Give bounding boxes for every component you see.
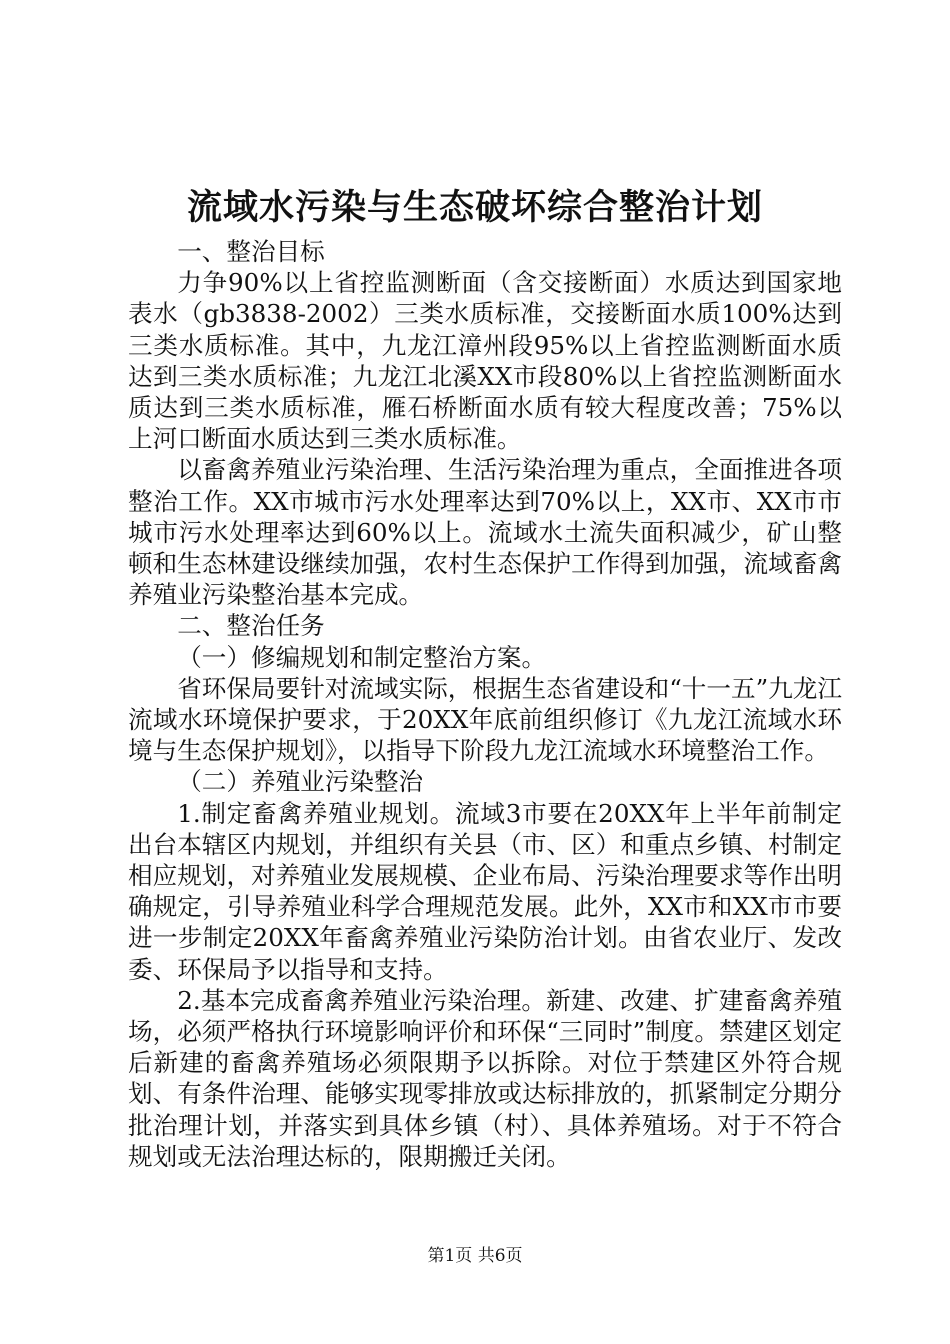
page-number: 第1页 共6页 <box>427 1246 523 1266</box>
document-body <box>128 236 842 1172</box>
subsection-heading-farming: （二）养殖业污染整治 <box>177 767 424 797</box>
paragraph-farming-treatment: 2.基本完成畜禽养殖业污染治理。新建、改建、扩建畜禽养殖场，必须严格执行环境影响评价和环保“三同时”制度。禁建区划定后新建的畜禽养殖场必须限期予以拆除。对位于禁建区外符合规划、有条件治理、能够实现零排放或达标排放的，抓紧制定分期分批治理计划，并落实到具体乡镇（村）、具体养殖场。对于不符合规划或无法治理达标的，限期搬迁关闭。 <box>128 985 842 1171</box>
document-title: 流域水污染与生态破坏综合整治计划 <box>186 187 763 228</box>
paragraph-pollution-control-goal: 以畜禽养殖业污染治理、生活污染治理为重点，全面推进各项整治工作。XX市城市污水处理率达到70%以上，XX市、XX市市城市污水处理率达到60%以上。流域水土流失面积减少，矿山整顿和生态林建设继续加强，农村生态保护工作得到加强，流域畜禽养殖业污染整治基本完成。 <box>128 455 842 610</box>
subsection-heading-planning: （一）修编规划和制定整治方案。 <box>177 642 547 672</box>
paragraph-planning: 省环保局要针对流域实际，根据生态省建设和“十一五”九龙江流域水环境保护要求，于20XX年底前组织修订《九龙江流域水环境与生态保护规划》，以指导下阶段九龙江流域水环境整治工作。 <box>128 673 842 766</box>
section-heading-goals: 一、整治目标 <box>177 237 325 266</box>
paragraph-water-quality-goal: 力争90%以上省控监测断面（含交接断面）水质达到国家地表水（gb3838-2002）三类水质标准，交接断面水质100%达到三类水质标准。其中，九龙江漳州段95%以上省控监测断面水质达到三类水质标准；九龙江北溪XX市段80%以上省控监测断面水质达到三类水质标准，雁石桥断面水质有较大程度改善；75%以上河口断面水质达到三类水质标准。 <box>128 268 842 454</box>
section-heading-tasks: 二、整治任务 <box>177 611 325 641</box>
paragraph-farming-plan: 1.制定畜禽养殖业规划。流域3市要在20XX年上半年前制定出台本辖区内规划，并组织有关县（市、区）和重点乡镇、村制定相应规划，对养殖业发展规模、企业布局、污染治理要求等作出明确规定，引导养殖业科学合理规范发展。此外，XX市和XX市市要进一步制定20XX年畜禽养殖业污染防治计划。由省农业厅、发改委、环保局予以指导和支持。 <box>128 798 842 984</box>
